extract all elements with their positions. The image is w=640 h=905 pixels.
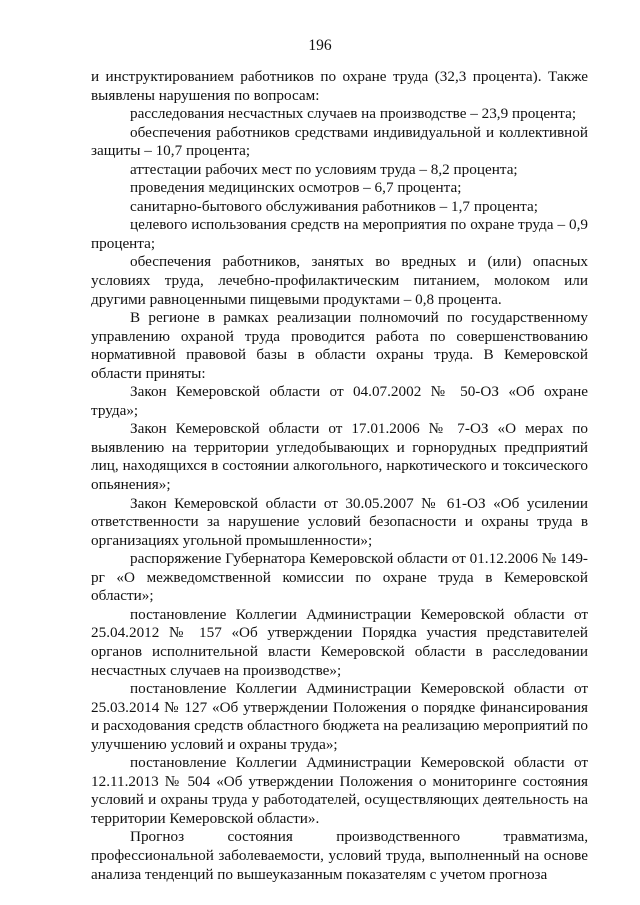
legal-act-item: постановление Коллегии Администрации Кемеровской области от 25.03.2014 № 127 «Об утверждении Положения о порядке финансирования и расходования средств областного бюджета на реализацию мероприятий по улучшению условий и охраны труда»; <box>91 680 588 753</box>
list-item: проведения медицинских осмотров – 6,7 процента; <box>130 179 462 197</box>
paragraph: Прогноз состояния производственного травматизма, профессиональной заболеваемости, условий труда, выполненный на основе анализа тенденций по вышеуказанным показателям с учетом прогноза <box>91 828 588 883</box>
list-item: обеспечения работников средствами индивидуальной и коллективной защиты – 10,7 процента; <box>91 123 588 160</box>
list-item: целевого использования средств на мероприятия по охране труда – 0,9 процента; <box>91 216 588 252</box>
page-number: 196 <box>308 37 332 54</box>
legal-act-item: Закон Кемеровской области от 30.05.2007 № 61-ОЗ «Об усилении ответственности за нарушение условий безопасности и охраны труда в организациях угольной промышленности»; <box>91 494 588 549</box>
legal-act-item: распоряжение Губернатора Кемеровской области от 01.12.2006 № 149-рг «О межведомственной комиссии по охране труда в Кемеровской области»; <box>91 550 588 605</box>
legal-act-item: Закон Кемеровской области от 17.01.2006 № 7-ОЗ «О мерах по выявлению на территории угледобывающих и горнорудных предприятий лиц, находящихся в состоянии алкогольного, наркотического и токсического опьянения»; <box>91 420 588 494</box>
list-item: аттестации рабочих мест по условиям труда – 8,2 процента; <box>130 160 518 178</box>
list-item: обеспечения работников, занятых во вредных и (или) опасных условиях труда, лечебно-профилактическим питанием, молоком или другими равноценными пищевыми продуктами – 0,8 процента. <box>91 253 588 308</box>
paragraph-continuation: и инструктированием работников по охране труда (32,3 процента). Также выявлены нарушения по вопросам: <box>91 68 588 104</box>
list-item: санитарно-бытового обслуживания работников – 1,7 процента; <box>130 197 538 215</box>
list-item: расследования несчастных случаев на производстве – 23,9 процента; <box>130 105 577 123</box>
document-body <box>91 68 588 884</box>
legal-act-item: постановление Коллегии Администрации Кемеровской области от 25.04.2012 № 157 «Об утверждении Порядка участия представителей органов исполнительной власти Кемеровской области в расследовании несчастных случаев на производстве»; <box>91 605 588 679</box>
legal-act-item: постановление Коллегии Администрации Кемеровской области от 12.11.2013 № 504 «Об утверждении Положения о мониторинге состояния условий и охраны труда у работодателей, осуществляющих деятельность на территории Кемеровской области». <box>91 754 588 827</box>
paragraph: В регионе в рамках реализации полномочий по государственному управлению охраной труда проводится работа по совершенствованию нормативной правовой базы в области охраны труда. В Кемеровской области приняты: <box>91 309 588 382</box>
legal-act-item: Закон Кемеровской области от 04.07.2002 № 50-ОЗ «Об охране труда»; <box>91 383 588 419</box>
